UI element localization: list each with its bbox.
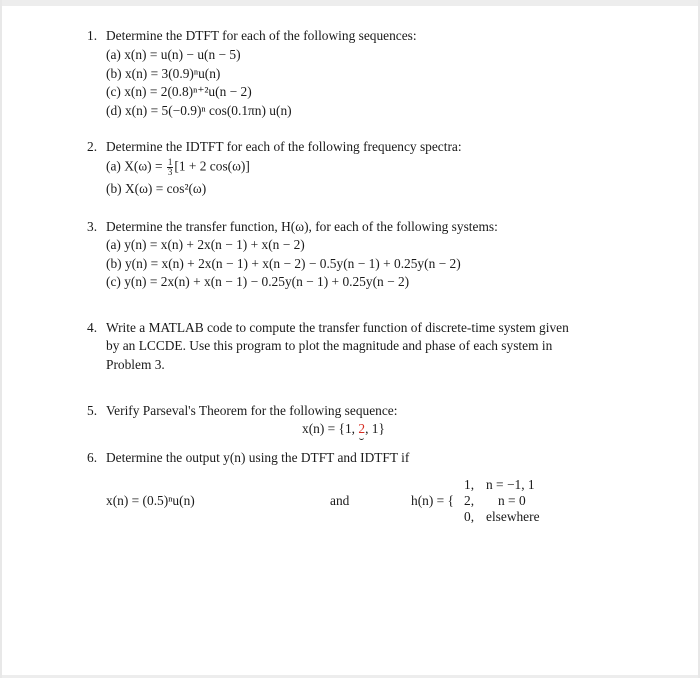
problem-5-sequence — [302, 421, 385, 437]
sequence-prefix: x(n) = {1, — [302, 421, 359, 436]
problem-4-number: 4. — [87, 320, 98, 335]
h-case-1-value: 1, — [464, 477, 475, 492]
problem-2-item-a — [106, 158, 250, 177]
problem-3-item-c: (c) y(n) = 2x(n) + x(n − 1) − 0.25y(n − 1) + 0.25y(n − 2) — [106, 274, 410, 289]
fraction-one-third — [167, 158, 174, 177]
problem-3-item-a: (a) y(n) = x(n) + 2x(n − 1) + x(n − 2) — [106, 237, 305, 252]
problem-4-line-2: by an LCCDE. Use this program to plot the magnitude and phase of each system in — [106, 338, 553, 353]
problem-4-line-1: Write a MATLAB code to compute the transfer function of discrete-time system given — [106, 320, 569, 335]
problem-1-item-d: (d) x(n) = 5(−0.9)ⁿ cos(0.1πn) u(n) — [106, 103, 292, 118]
problem-6-and: and — [330, 493, 350, 508]
problem-6-h-prefix: h(n) = { — [411, 493, 454, 508]
problem-3-title: Determine the transfer function, H(ω), for each of the following systems: — [106, 219, 498, 234]
h-case-3-value: 0, — [464, 509, 475, 524]
problem-1-item-a: (a) x(n) = u(n) − u(n − 5) — [106, 47, 241, 62]
problem-2-item-b: (b) X(ω) = cos²(ω) — [106, 181, 207, 196]
problem-1-title: Determine the DTFT for each of the following sequences: — [106, 28, 417, 43]
window-left-border — [0, 0, 2, 678]
problem-5-title: Verify Parseval's Theorem for the following sequence: — [106, 403, 398, 418]
problem-6-title: Determine the output y(n) using the DTFT and IDTFT if — [106, 450, 410, 465]
sequence-suffix: , 1} — [365, 421, 385, 436]
window-top-border — [0, 0, 700, 6]
fraction-denominator: 3 — [167, 167, 173, 177]
h-case-2-condition: n = 0 — [498, 493, 526, 508]
problem-3-item-b: (b) y(n) = x(n) + 2x(n − 1) + x(n − 2) − 0.5y(n − 1) + 0.25y(n − 2) — [106, 256, 461, 271]
problem-1-item-c: (c) x(n) = 2(0.8)ⁿ⁺²u(n − 2) — [106, 84, 252, 99]
problem-3-number: 3. — [87, 219, 98, 234]
problem-1-number: 1. — [87, 28, 98, 43]
problem-2-title: Determine the IDTFT for each of the following frequency spectra: — [106, 139, 462, 154]
h-case-2-value: 2, — [464, 493, 475, 508]
sequence-origin-marker: 2 — [358, 421, 366, 436]
problem-4-line-3: Problem 3. — [106, 357, 165, 372]
problem-6-number: 6. — [87, 450, 98, 465]
problem-1-item-b: (b) x(n) = 3(0.9)ⁿu(n) — [106, 66, 221, 81]
problem-2-item-a-suffix: [1 + 2 cos(ω)] — [174, 158, 250, 174]
problem-5-number: 5. — [87, 403, 98, 418]
fraction-numerator: 1 — [167, 157, 173, 167]
h-case-1-condition: n = −1, 1 — [486, 477, 535, 492]
h-case-3-condition: elsewhere — [486, 509, 540, 524]
problem-2-number: 2. — [87, 139, 98, 154]
problem-2-item-a-prefix: (a) X(ω) = — [106, 158, 166, 174]
problem-6-x-definition: x(n) = (0.5)ⁿu(n) — [106, 493, 195, 508]
